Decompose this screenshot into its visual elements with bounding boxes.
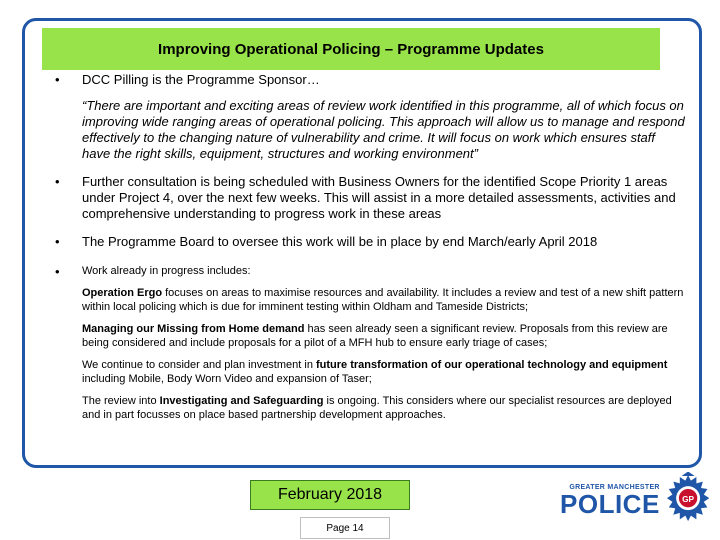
sub-item-pre-text: The review into <box>82 395 160 407</box>
bullet-item-consultation <box>55 174 685 222</box>
bullet-text: Work already in progress includes: <box>82 265 251 277</box>
bullet-text: The Programme Board to oversee this work will be in place by end March/early April 2018 <box>82 234 598 249</box>
bullet-marker: • <box>55 72 60 87</box>
slide-title-text: Improving Operational Policing – Programme Updates <box>158 40 544 58</box>
sub-item-text: including Mobile, Body Worn Video and expansion of Taser; <box>82 373 372 385</box>
sub-item-text: is ongoing. This considers where our specialist resources are deployed and in part focusses on place based partnership development approaches. <box>82 395 672 421</box>
bullet-marker: • <box>55 174 60 189</box>
bullet-marker: • <box>55 264 60 279</box>
police-logo <box>560 470 710 530</box>
bullet-marker: • <box>55 234 60 249</box>
crest-badge-text: GP <box>681 494 694 504</box>
footer-date-text: February 2018 <box>277 486 383 503</box>
sub-item-operation-ergo <box>82 286 685 314</box>
sub-item-pre-text: We continue to consider and plan investment in <box>82 359 316 371</box>
sub-item-bold: Operation Ergo <box>82 287 163 299</box>
police-logo-line2: POLICE <box>560 488 660 519</box>
sub-item-text: focuses on areas to maximise resources and availability. It includes a review and test of a new shift pattern within local policing which is due for imminent testing within Oldham and Tameside Districts; <box>82 287 684 313</box>
sub-item-bold: Managing our Missing from Home demand <box>82 323 305 335</box>
page-number <box>300 517 390 539</box>
police-crest-icon <box>666 472 710 528</box>
police-logo-line1: GREATER MANCHESTER <box>569 483 660 491</box>
slide-content <box>55 72 685 422</box>
sub-item-bold: Investigating and Safeguarding <box>159 395 324 407</box>
police-logo-text <box>560 484 660 517</box>
sub-item-missing-from-home <box>82 322 685 350</box>
sponsor-quote: “There are important and exciting areas of review work identified in this programme, all of which focus on improving wide ranging areas of operational policing. This approach will allow us to manage and respond effectively to the changing nature of vulnerability and crime. It will focus on work which ensures staff have the right skills, equipment, structures and working environment” <box>82 98 685 161</box>
bullet-item-work-in-progress <box>55 264 685 280</box>
footer-date <box>250 480 410 510</box>
bullet-text: Further consultation is being scheduled with Business Owners for the identified Scope Priority 1 areas under Project 4, over the next few weeks. This will assist in a more detailed assessments, activities and comprehensive understanding to progress work in these areas <box>82 174 676 221</box>
sub-item-investigating <box>82 394 685 422</box>
page-number-text: Page 14 <box>326 522 364 534</box>
slide-title <box>42 28 660 70</box>
sub-item-technology <box>82 358 685 386</box>
bullet-text: DCC Pilling is the Programme Sponsor… <box>82 72 320 87</box>
sub-item-text: has seen already seen a significant review. Proposals from this review are being considered and include proposals for a pilot of a MFH hub to ensure early triage of cases; <box>82 323 668 349</box>
bullet-item-sponsor <box>55 72 685 88</box>
sub-item-bold: future transformation of our operational technology and equipment <box>316 359 668 371</box>
bullet-item-programme-board <box>55 234 685 250</box>
